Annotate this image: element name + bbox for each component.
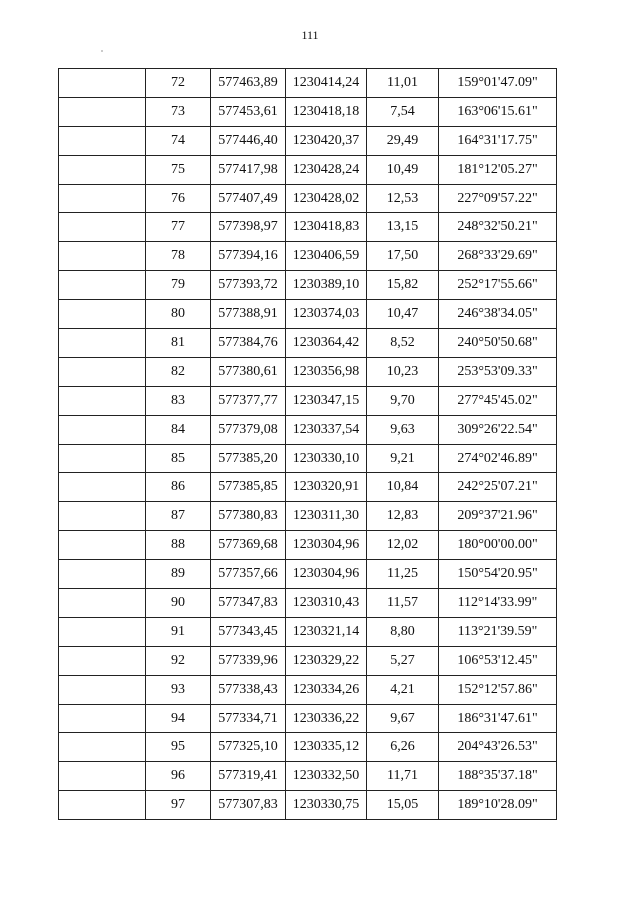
bearing-cell: 188°35'37.18" [439, 762, 557, 791]
x-coordinate-cell: 577463,89 [211, 69, 286, 98]
x-coordinate-cell: 577398,97 [211, 213, 286, 242]
distance-cell: 10,47 [367, 300, 439, 329]
table-row [59, 617, 557, 646]
x-coordinate-cell: 577369,68 [211, 531, 286, 560]
x-coordinate-cell: 577319,41 [211, 762, 286, 791]
parcel-cell [59, 271, 146, 300]
table-row [59, 415, 557, 444]
distance-cell: 13,15 [367, 213, 439, 242]
distance-cell: 11,25 [367, 560, 439, 589]
bearing-cell: 180°00'00.00" [439, 531, 557, 560]
bearing-cell: 209°37'21.96" [439, 502, 557, 531]
point-number-cell: 85 [146, 444, 211, 473]
table-row [59, 704, 557, 733]
x-coordinate-cell: 577407,49 [211, 184, 286, 213]
point-number-cell: 87 [146, 502, 211, 531]
x-coordinate-cell: 577347,83 [211, 589, 286, 618]
parcel-cell [59, 155, 146, 184]
parcel-cell [59, 704, 146, 733]
parcel-cell [59, 329, 146, 358]
scan-speck [101, 50, 103, 52]
x-coordinate-cell: 577393,72 [211, 271, 286, 300]
table-row [59, 357, 557, 386]
point-number-cell: 83 [146, 386, 211, 415]
y-coordinate-cell: 1230418,83 [286, 213, 367, 242]
bearing-cell: 181°12'05.27" [439, 155, 557, 184]
coordinates-table-body [59, 69, 557, 820]
parcel-cell [59, 357, 146, 386]
table-row [59, 791, 557, 820]
y-coordinate-cell: 1230336,22 [286, 704, 367, 733]
y-coordinate-cell: 1230304,96 [286, 531, 367, 560]
parcel-cell [59, 126, 146, 155]
bearing-cell: 253°53'09.33" [439, 357, 557, 386]
x-coordinate-cell: 577388,91 [211, 300, 286, 329]
distance-cell: 8,80 [367, 617, 439, 646]
parcel-cell [59, 589, 146, 618]
point-number-cell: 78 [146, 242, 211, 271]
y-coordinate-cell: 1230337,54 [286, 415, 367, 444]
x-coordinate-cell: 577385,85 [211, 473, 286, 502]
table-row [59, 762, 557, 791]
bearing-cell: 106°53'12.45" [439, 646, 557, 675]
bearing-cell: 227°09'57.22" [439, 184, 557, 213]
parcel-cell [59, 386, 146, 415]
y-coordinate-cell: 1230364,42 [286, 329, 367, 358]
table-row [59, 444, 557, 473]
table-row [59, 271, 557, 300]
parcel-cell [59, 791, 146, 820]
parcel-cell [59, 300, 146, 329]
y-coordinate-cell: 1230374,03 [286, 300, 367, 329]
table-row [59, 589, 557, 618]
distance-cell: 9,67 [367, 704, 439, 733]
distance-cell: 12,53 [367, 184, 439, 213]
y-coordinate-cell: 1230304,96 [286, 560, 367, 589]
table-row [59, 155, 557, 184]
x-coordinate-cell: 577325,10 [211, 733, 286, 762]
y-coordinate-cell: 1230406,59 [286, 242, 367, 271]
point-number-cell: 82 [146, 357, 211, 386]
table-row [59, 531, 557, 560]
x-coordinate-cell: 577338,43 [211, 675, 286, 704]
distance-cell: 5,27 [367, 646, 439, 675]
distance-cell: 15,82 [367, 271, 439, 300]
parcel-cell [59, 560, 146, 589]
bearing-cell: 152°12'57.86" [439, 675, 557, 704]
bearing-cell: 189°10'28.09" [439, 791, 557, 820]
point-number-cell: 96 [146, 762, 211, 791]
table-row [59, 675, 557, 704]
y-coordinate-cell: 1230311,30 [286, 502, 367, 531]
parcel-cell [59, 184, 146, 213]
table-row [59, 213, 557, 242]
distance-cell: 6,26 [367, 733, 439, 762]
parcel-cell [59, 415, 146, 444]
table-row [59, 184, 557, 213]
y-coordinate-cell: 1230335,12 [286, 733, 367, 762]
x-coordinate-cell: 577380,61 [211, 357, 286, 386]
distance-cell: 9,21 [367, 444, 439, 473]
x-coordinate-cell: 577380,83 [211, 502, 286, 531]
y-coordinate-cell: 1230428,02 [286, 184, 367, 213]
x-coordinate-cell: 577453,61 [211, 97, 286, 126]
bearing-cell: 113°21'39.59" [439, 617, 557, 646]
x-coordinate-cell: 577334,71 [211, 704, 286, 733]
point-number-cell: 81 [146, 329, 211, 358]
distance-cell: 11,01 [367, 69, 439, 98]
x-coordinate-cell: 577339,96 [211, 646, 286, 675]
point-number-cell: 95 [146, 733, 211, 762]
x-coordinate-cell: 577417,98 [211, 155, 286, 184]
bearing-cell: 309°26'22.54" [439, 415, 557, 444]
parcel-cell [59, 69, 146, 98]
distance-cell: 15,05 [367, 791, 439, 820]
point-number-cell: 74 [146, 126, 211, 155]
table-row [59, 300, 557, 329]
y-coordinate-cell: 1230420,37 [286, 126, 367, 155]
bearing-cell: 277°45'45.02" [439, 386, 557, 415]
y-coordinate-cell: 1230330,75 [286, 791, 367, 820]
x-coordinate-cell: 577379,08 [211, 415, 286, 444]
parcel-cell [59, 213, 146, 242]
y-coordinate-cell: 1230389,10 [286, 271, 367, 300]
parcel-cell [59, 242, 146, 271]
bearing-cell: 164°31'17.75" [439, 126, 557, 155]
y-coordinate-cell: 1230310,43 [286, 589, 367, 618]
bearing-cell: 240°50'50.68" [439, 329, 557, 358]
bearing-cell: 186°31'47.61" [439, 704, 557, 733]
point-number-cell: 84 [146, 415, 211, 444]
bearing-cell: 204°43'26.53" [439, 733, 557, 762]
x-coordinate-cell: 577394,16 [211, 242, 286, 271]
distance-cell: 4,21 [367, 675, 439, 704]
point-number-cell: 75 [146, 155, 211, 184]
parcel-cell [59, 502, 146, 531]
page-number: 111 [301, 28, 319, 42]
point-number-cell: 92 [146, 646, 211, 675]
x-coordinate-cell: 577385,20 [211, 444, 286, 473]
parcel-cell [59, 531, 146, 560]
bearing-cell: 163°06'15.61" [439, 97, 557, 126]
point-number-cell: 88 [146, 531, 211, 560]
table-row [59, 97, 557, 126]
y-coordinate-cell: 1230330,10 [286, 444, 367, 473]
distance-cell: 9,70 [367, 386, 439, 415]
parcel-cell [59, 675, 146, 704]
table-row [59, 69, 557, 98]
point-number-cell: 91 [146, 617, 211, 646]
y-coordinate-cell: 1230329,22 [286, 646, 367, 675]
distance-cell: 12,83 [367, 502, 439, 531]
table-row [59, 502, 557, 531]
distance-cell: 10,84 [367, 473, 439, 502]
distance-cell: 11,57 [367, 589, 439, 618]
y-coordinate-cell: 1230414,24 [286, 69, 367, 98]
bearing-cell: 252°17'55.66" [439, 271, 557, 300]
distance-cell: 8,52 [367, 329, 439, 358]
distance-cell: 11,71 [367, 762, 439, 791]
table-row [59, 329, 557, 358]
parcel-cell [59, 97, 146, 126]
bearing-cell: 159°01'47.09" [439, 69, 557, 98]
table-row [59, 242, 557, 271]
x-coordinate-cell: 577307,83 [211, 791, 286, 820]
parcel-cell [59, 444, 146, 473]
y-coordinate-cell: 1230418,18 [286, 97, 367, 126]
x-coordinate-cell: 577384,76 [211, 329, 286, 358]
point-number-cell: 76 [146, 184, 211, 213]
distance-cell: 17,50 [367, 242, 439, 271]
y-coordinate-cell: 1230320,91 [286, 473, 367, 502]
point-number-cell: 89 [146, 560, 211, 589]
y-coordinate-cell: 1230356,98 [286, 357, 367, 386]
coordinates-table [58, 68, 557, 820]
x-coordinate-cell: 577343,45 [211, 617, 286, 646]
bearing-cell: 112°14'33.99" [439, 589, 557, 618]
table-row [59, 386, 557, 415]
point-number-cell: 80 [146, 300, 211, 329]
point-number-cell: 79 [146, 271, 211, 300]
point-number-cell: 73 [146, 97, 211, 126]
y-coordinate-cell: 1230428,24 [286, 155, 367, 184]
point-number-cell: 93 [146, 675, 211, 704]
bearing-cell: 274°02'46.89" [439, 444, 557, 473]
bearing-cell: 246°38'34.05" [439, 300, 557, 329]
parcel-cell [59, 617, 146, 646]
distance-cell: 29,49 [367, 126, 439, 155]
y-coordinate-cell: 1230321,14 [286, 617, 367, 646]
distance-cell: 10,49 [367, 155, 439, 184]
table-row [59, 646, 557, 675]
x-coordinate-cell: 577446,40 [211, 126, 286, 155]
point-number-cell: 97 [146, 791, 211, 820]
parcel-cell [59, 473, 146, 502]
distance-cell: 7,54 [367, 97, 439, 126]
point-number-cell: 86 [146, 473, 211, 502]
parcel-cell [59, 646, 146, 675]
table-row [59, 733, 557, 762]
bearing-cell: 242°25'07.21" [439, 473, 557, 502]
distance-cell: 12,02 [367, 531, 439, 560]
point-number-cell: 77 [146, 213, 211, 242]
distance-cell: 10,23 [367, 357, 439, 386]
table-row [59, 126, 557, 155]
table-row [59, 560, 557, 589]
point-number-cell: 72 [146, 69, 211, 98]
bearing-cell: 150°54'20.95" [439, 560, 557, 589]
distance-cell: 9,63 [367, 415, 439, 444]
bearing-cell: 248°32'50.21" [439, 213, 557, 242]
parcel-cell [59, 733, 146, 762]
point-number-cell: 94 [146, 704, 211, 733]
bearing-cell: 268°33'29.69" [439, 242, 557, 271]
y-coordinate-cell: 1230347,15 [286, 386, 367, 415]
point-number-cell: 90 [146, 589, 211, 618]
y-coordinate-cell: 1230334,26 [286, 675, 367, 704]
x-coordinate-cell: 577377,77 [211, 386, 286, 415]
table-row [59, 473, 557, 502]
y-coordinate-cell: 1230332,50 [286, 762, 367, 791]
parcel-cell [59, 762, 146, 791]
x-coordinate-cell: 577357,66 [211, 560, 286, 589]
